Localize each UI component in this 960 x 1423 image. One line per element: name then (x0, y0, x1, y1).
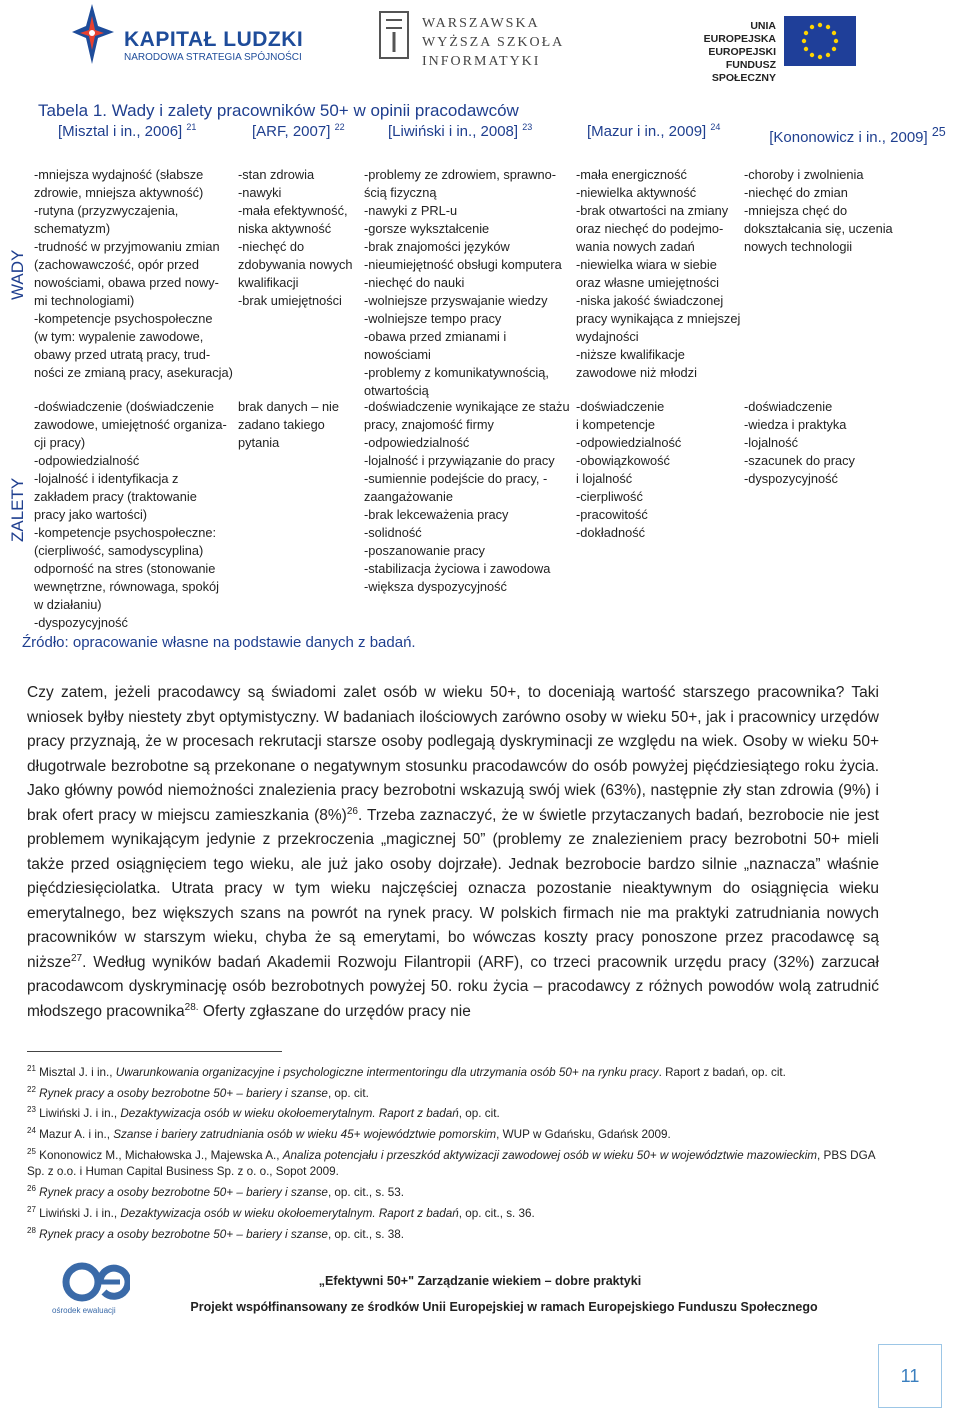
paragraph-text: Czy zatem, jeżeli pracodawcy są świadomi zalet osób w wieku 50+, to doceniają wartość starszego pracownika? Taki wniosek byłby niestety zbyt optymistyczny. W badaniach ilościowych zarówno osoby w wieku 50+, jak i pracownicy urzędów pracy przyznają, że w procesach rekrutacji starsze osoby podlegają dyskryminacji ze względu na wiek. Osoby w wieku 50+ długotrwale bezrobotne są przekonane o negatywnym stosunku pracodawców do osób powyżej pięćdziesiątego roku życia. Jako główny powód niemożności znalezienia pracy bezrobotni wskazują swój wiek (63%), następnie zły stan zdrowia (9%) i brak ofert pracy w miejscu zamieszkania (8%) (27, 684, 879, 824)
footnote-tail: , op. cit., s. 53. (327, 1186, 404, 1200)
paragraph-text: . Według wyników badań Akademii Rozwoju Filantropii (ARF), co trzeci pracownik urzędu pracy (32%) zarzucał pracodawcom dyskryminację osób bezrobotnych powyżej 50. roku życia – pracodawcy z różnych powodów wolą zatrudnić młodszego pracownika (27, 953, 879, 1020)
footnote-title: Dezaktywizacja osób w wieku okołoemerytalnym. Raport z badań (120, 1206, 459, 1220)
ref-footnote-mark[interactable]: 25 (931, 125, 946, 139)
eu-text (676, 20, 776, 85)
table-ref-3 (388, 122, 532, 140)
logo-subtitle: NARODOWA STRATEGIA SPÓJNOŚCI (124, 52, 302, 63)
table-cell: -doświadczenie wynikające ze stażu pracy, znajomość firmy -odpowiedzialność -lojalność i przywiązanie do pracy -sumiennie podejście do pracy, - zaangażowanie -brak lekceważenia pracy -solidność -poszanowanie pracy -stabilizacja życiowa i zawodowa -większa dyspozycyjność (364, 399, 570, 594)
footnote-mark[interactable]: 26 (346, 805, 358, 817)
table-ref-5 (755, 122, 960, 148)
table-title: Tabela 1. Wady i zalety pracowników 50+ w opinii pracodawców (38, 101, 519, 120)
table-cell: -doświadczenie (doświadczenie zawodowe, umiejętność organiza- cji pracy) -odpowiedzialność -lojalność i identyfikacja z zakładem pracy (traktowanie pracy jako wartości) -kompetencje psychospołeczne: (cierpliwość, samodyscyplina) odporność na stres (stonowanie wewnętrzne, równowaga, spokój w działaniu) -dyspozycyjność (34, 399, 227, 630)
footnote-title: Rynek pracy a osoby bezrobotne 50+ – bariery i szanse (39, 1186, 328, 1200)
footnote-tail: , op. cit. (327, 1086, 369, 1100)
footnote-author: Misztal J. i in., (39, 1065, 116, 1079)
footnote (27, 1061, 887, 1082)
table-cell: -choroby i zwolnienia -niechęć do zmian -mniejsza chęć do dokształcania się, uczenia nowych technologii (744, 167, 893, 254)
footnote-title: Analiza potencjału i przeszkód aktywizacji zawodowej osób w wieku 50+ w województwie mazowieckim (282, 1148, 818, 1162)
paragraph-text: . Trzeba zaznaczyć, że w świetle przytaczanych badań, bezrobocie nie jest problemem wynikającym jedynie z przekroczenia „magicznej 50” (problemy ze znalezieniem pracy bezrobotni 50+ mieli także przed osiągnięciem tego wieku, ale już jako osoby dojrzałe). Jednak bezrobocie bardzo silnie „naznacza” właśnie pięćdziesięciolatka. Utrata pracy w tym wieku najczęściej oznacza pozostanie nieaktywnym do osiągnięcia wieku emerytalnego, bez większych szans na powrót na rynek pracy. W polskich firmach nie ma praktyki zatrudniania nowych pracowników w starszym wieku, chyba że są emerytami, bo wówczas koszty pracy ponoszone przez pracodawcę są niższe (27, 806, 879, 971)
footnote-author: Kononowicz M., Michałowska J., Majewska A., (39, 1148, 283, 1162)
footnote-divider (27, 1051, 282, 1052)
footnote-number: 23 (27, 1105, 36, 1115)
footnote-number: 26 (27, 1184, 36, 1194)
wwsi-text (422, 14, 564, 71)
footnote-tail: , op. cit., s. 38. (327, 1227, 404, 1241)
footnote-title: Szanse i bariery zatrudniania osób w wieku 45+ województwie pomorskim (113, 1127, 497, 1141)
footnote-number: 24 (27, 1126, 36, 1136)
eu-line-3: FUNDUSZ SPOŁECZNY (711, 59, 776, 84)
footnote-title: Uwarunkowania organizacyjne i psychologiczne intermentoringu dla utrzymania osób 50+ na rynku pracy (115, 1065, 659, 1079)
page-number: 11 (878, 1344, 942, 1408)
body-paragraph (27, 681, 879, 1024)
footnote-mark[interactable]: 28. (184, 1001, 199, 1013)
row-label-zalety: ZALETY (8, 477, 27, 542)
table-cell: brak danych – nie zadano takiego pytania (238, 399, 340, 450)
eu-line-2: EUROPEJSKI (708, 46, 776, 58)
table-ref-4 (587, 122, 720, 140)
footnote-tail: , op. cit. (458, 1107, 500, 1121)
ref-text: [Kononowicz i in., 2009] (769, 129, 928, 146)
footnote-author: Mazur A. i in., (39, 1127, 114, 1141)
ref-footnote-mark[interactable]: 23 (522, 122, 533, 132)
footnote-title: Rynek pracy a osoby bezrobotne 50+ – bariery i szanse (39, 1227, 328, 1241)
footnote (27, 1082, 887, 1103)
table-cell: -doświadczenie -wiedza i praktyka -lojalność -szacunek do pracy -dyspozycyjność (744, 399, 855, 486)
wwsi-logo (378, 6, 578, 69)
footnote-author: Liwiński J. i in., (39, 1206, 121, 1220)
footnote-tail: . Raport z badań, op. cit. (658, 1065, 786, 1079)
ref-text: [Mazur i in., 2009] (587, 123, 707, 140)
footer-project-title: „Efektywni 50+" Zarządzanie wiekiem – dobre praktyki (318, 1274, 642, 1288)
footnote (27, 1144, 887, 1181)
footnote (27, 1181, 887, 1202)
footnote-title: Dezaktywizacja osób w wieku okołoemerytalnym. Raport z badań (120, 1107, 459, 1121)
wwsi-emblem-icon (378, 10, 410, 60)
table-ref-1 (58, 122, 196, 140)
table-cell: -mała energiczność -niewielka aktywność -brak otwartości na zmiany oraz niechęć do podejmo- wania nowych zadań -niewielka wiara w siebie oraz własne umiejętności -niska jakość świadczonej pracy wynikająca z mniejszej wydajności -niższe kwalifikacje zawodowe niż młodzi (576, 167, 741, 380)
footnote-tail: , WUP w Gdańsku, Gdańsk 2009. (496, 1127, 671, 1141)
table-cell: -problemy ze zdrowiem, sprawno- ścią fizyczną -nawyki z PRL-u -gorsze wykształcenie -brak znajomości języków -nieumiejętność obsługi komputera -niechęć do nauki -wolniejsze przyswajanie wiedzy -wolniejsze tempo pracy -obawa przed zmianami i nowościami -problemy z komunikatywnością, otwartością (364, 167, 562, 398)
kapital-ludzki-star-icon (70, 2, 116, 66)
footnote (27, 1202, 887, 1223)
eu-logo (676, 14, 946, 84)
footnote (27, 1102, 887, 1123)
table-cell: -mniejsza wydajność (słabsze zdrowie, mniejsza aktywność) -rutyna (przyzwyczajenia, schematyzm) -trudność w przyjmowaniu zmian (zachowawczość, opór przed nowościami, obawa przed nowy- mi technologiami) -kompetencje psychospołeczne (w tym: wypalenie zawodowe, obawy przed utratą pracy, trud- ności ze zmianą pracy, asekuracja) (34, 167, 233, 380)
footnote-tail: , op. cit., s. 36. (458, 1206, 535, 1220)
footnote-tail: , PBS DGA Sp. z o.o. i Human Capital Business Sp. z o. o., Sopot 2009. (27, 1148, 875, 1179)
footnotes (27, 1061, 887, 1243)
eu-line-1: UNIA EUROPEJSKA (703, 20, 776, 45)
paragraph-text: Oferty zgłaszane do urzędów pracy nie (198, 1002, 471, 1020)
ref-text: [Misztal i in., 2006] (58, 123, 183, 140)
footnote-title: Rynek pracy a osoby bezrobotne 50+ – bariery i szanse (39, 1086, 328, 1100)
footnote-author: Liwiński J. i in., (39, 1107, 121, 1121)
footnote-number: 28 (27, 1225, 36, 1235)
footnote (27, 1223, 887, 1244)
ref-footnote-mark[interactable]: 24 (710, 122, 721, 132)
ref-text: [ARF, 2007] (252, 123, 331, 140)
osrodek-ewaluacji-label: ośrodek ewaluacji (52, 1306, 116, 1315)
ref-footnote-mark[interactable]: 22 (334, 122, 345, 132)
footnote-number: 21 (27, 1064, 36, 1073)
footnote-number: 25 (27, 1146, 36, 1156)
table-source: Źródło: opracowanie własne na podstawie danych z badań. (22, 634, 416, 651)
footnote-mark[interactable]: 27 (70, 952, 83, 964)
row-label-wady: WADY (8, 249, 27, 300)
table-ref-2 (252, 122, 345, 140)
footnote-number: 22 (27, 1084, 36, 1094)
wwsi-line-3: INFORMATYKI (422, 54, 541, 69)
ref-footnote-mark[interactable]: 21 (186, 122, 197, 132)
footnote (27, 1123, 887, 1144)
footer-cofinancing (0, 1300, 960, 1314)
footer-cofinancing-text: Projekt współfinansowany ze środków Unii Europejskiej w ramach Europejskiego Funduszu Społecznego (190, 1300, 818, 1314)
wwsi-line-2: WYŻSZA SZKOŁA (422, 35, 565, 50)
footnote-number: 27 (27, 1204, 36, 1214)
wwsi-line-1: WARSZAWSKA (422, 16, 540, 31)
ref-text: [Liwiński i in., 2008] (388, 123, 519, 140)
table-cell: -doświadczenie i kompetencje -odpowiedzialność -obowiązkowość i lojalność -cierpliwość -pracowitość -dokładność (576, 399, 682, 540)
eu-flag-icon (784, 16, 856, 66)
table-cell: -stan zdrowia -nawyki -mała efektywność, niska aktywność -niechęć do zdobywania nowych kwalifikacji -brak umiejętności (238, 167, 353, 308)
logo-title: KAPITAŁ LUDZKI (124, 28, 304, 51)
kapital-ludzki-logo (58, 0, 304, 78)
